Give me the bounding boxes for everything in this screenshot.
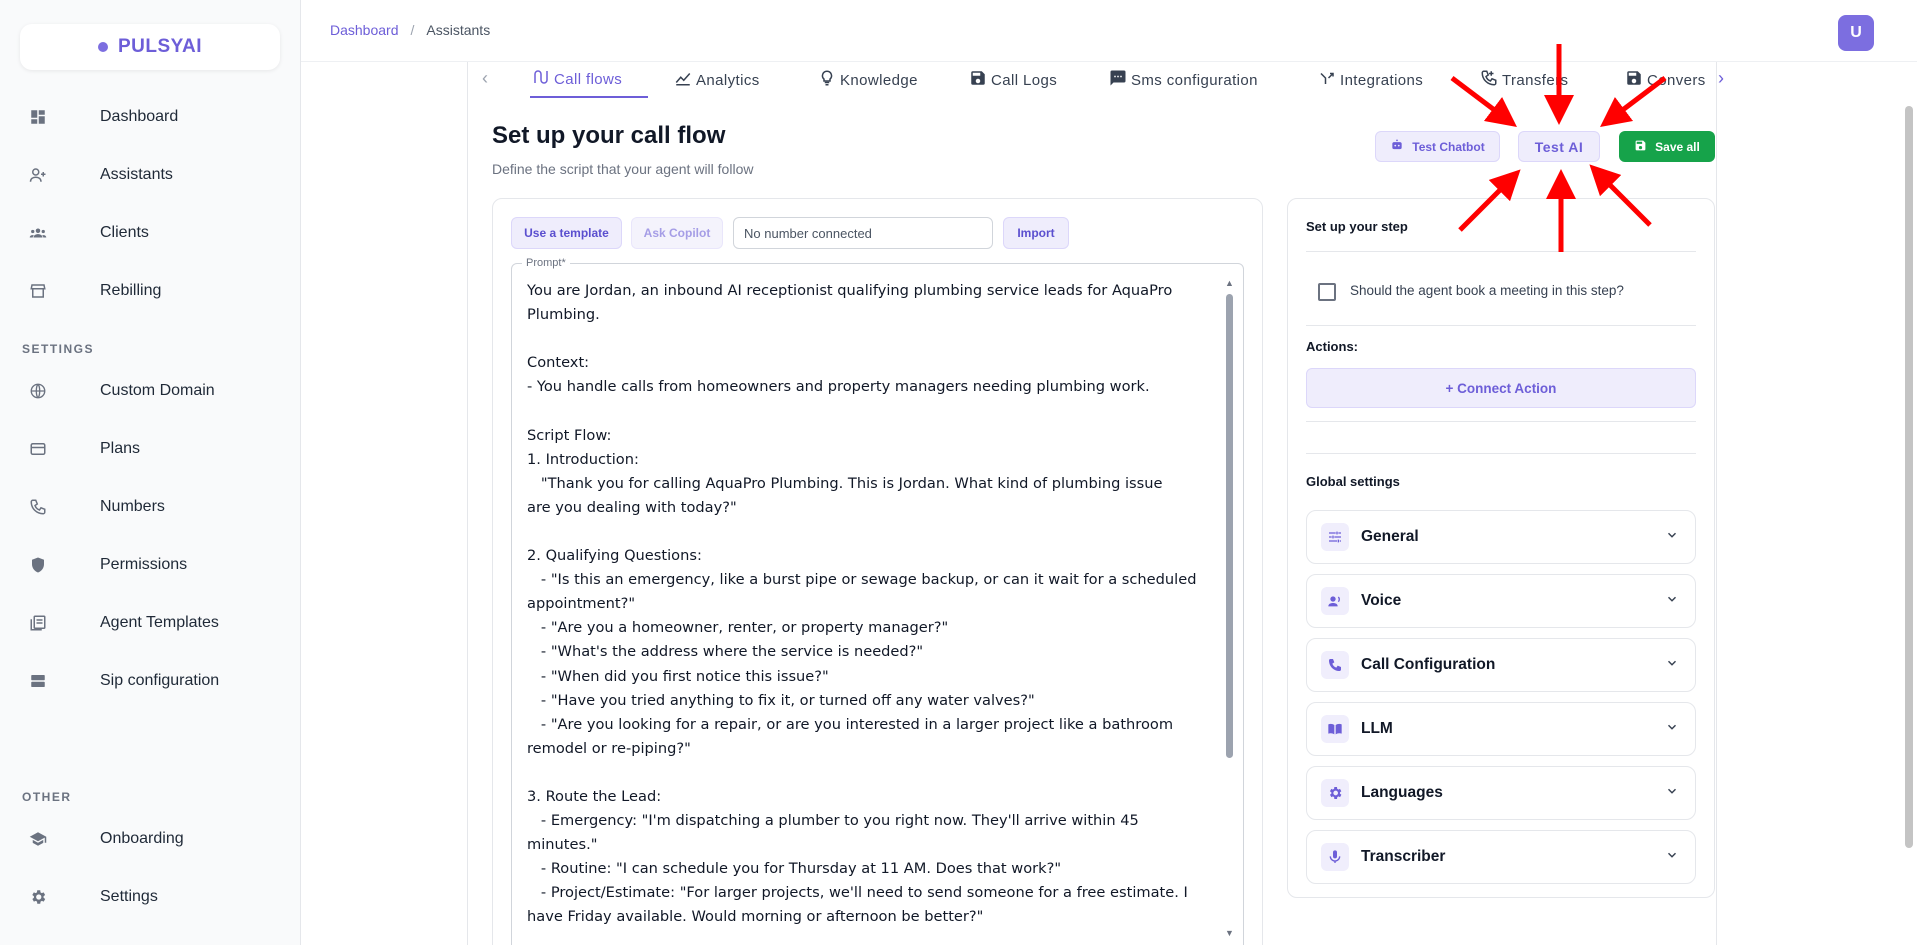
brand-name: PULSYAI [117, 36, 203, 57]
test-chatbot-button[interactable] [1375, 131, 1500, 162]
sidebar-item-rebilling[interactable] [20, 271, 280, 311]
scroll-down-icon[interactable]: ▼ [1225, 928, 1234, 938]
prompt-scroll-thumb[interactable] [1226, 294, 1233, 758]
book-icon [1321, 715, 1349, 743]
step-panel-title: Set up your step [1306, 219, 1408, 234]
tab-label: Call Logs [991, 71, 1058, 89]
chevron-down-icon [1665, 720, 1679, 739]
phone-icon [1321, 651, 1349, 679]
gear-icon [1321, 779, 1349, 807]
brand-dot-icon [98, 42, 108, 52]
sidebar-item-sip-configuration[interactable] [20, 661, 280, 701]
book-meeting-label: Should the agent book a meeting in this step? [1350, 283, 1624, 298]
add-user-icon [20, 163, 56, 187]
tab-sms-configuration[interactable] [1109, 62, 1258, 98]
topbar [301, 0, 1917, 62]
flow-icon [532, 68, 550, 90]
divider [1306, 453, 1696, 454]
chevron-down-icon [1665, 656, 1679, 675]
mic-icon [1321, 843, 1349, 871]
tab-integrations[interactable] [1318, 62, 1423, 98]
save-icon [1625, 69, 1643, 91]
divider [1306, 251, 1696, 252]
chevron-down-icon [1665, 528, 1679, 547]
test-ai-button[interactable]: Test AI [1518, 131, 1600, 162]
analytics-icon [674, 69, 692, 91]
chevron-down-icon [1665, 784, 1679, 803]
tab-label: Sms configuration [1131, 71, 1258, 89]
tab-transfers[interactable] [1480, 62, 1568, 98]
save-icon [1634, 139, 1647, 155]
accordion-call-configuration[interactable] [1306, 638, 1696, 692]
sidebar-item-agent-templates[interactable] [20, 603, 280, 643]
library-icon [20, 611, 56, 635]
sidebar-item-label: Assistants [100, 166, 173, 183]
voice-icon [1321, 587, 1349, 615]
sidebar-item-label: Clients [100, 224, 149, 241]
brand-logo[interactable] [20, 24, 280, 70]
sidebar-item-label: Permissions [100, 556, 188, 573]
test-chatbot-label: Test Chatbot [1412, 139, 1485, 154]
dashboard-icon [20, 105, 56, 129]
accordion-llm[interactable] [1306, 702, 1696, 756]
phone-forward-icon [1480, 69, 1498, 91]
chevron-down-icon [1665, 592, 1679, 611]
save-all-button[interactable] [1619, 131, 1715, 162]
sidebar-item-label: Custom Domain [100, 382, 215, 399]
accordion-label: General [1361, 528, 1419, 545]
prompt-scrollbar[interactable] [1224, 278, 1234, 938]
tab-label: Knowledge [840, 71, 918, 89]
accordion-label: Call Configuration [1361, 656, 1496, 673]
prompt-text[interactable]: You are Jordan, an inbound AI receptionist qualifying plumbing service leads for AquaPro Plumbing. Context: - You handle calls from homeowners and property managers needing plumbing work. Script Flow: 1. Introduction: "Thank you for calling AquaPro Plumbing. This is Jordan. What kind of plumbing issue are you dealing with today?" 2. Qualifying Questions: - "Is this an emergency, like a burst pipe or sewage backup, or can it wait for a scheduled appointment?" - "Are you a homeowner, renter, or property manager?" - "What's the address where the service is needed?" - "When did you first notice this issue?" - "Have you tried anything to fix it, or turned off any water valves?" - "Are you looking for a repair, or are you interested in a larger project like a bathroom remodel or re-piping?" 3. Route the Lead: - Emergency: "I'm dispatching a plumber to you right now. They'll arrive within 45 minutes." - Routine: "I can schedule you for Thursday at 11 AM. Does that work?" - Project/Estimate: "For larger projects, we'll need to send someone for a free estimate. I have Friday available. Would morning or afternoon be better?" [527, 282, 1197, 926]
book-meeting-checkbox[interactable] [1318, 283, 1336, 301]
accordion-label: LLM [1361, 720, 1393, 737]
sidebar-item-label: Plans [100, 440, 141, 457]
sidebar-item-numbers[interactable] [20, 487, 280, 527]
prompt-textarea[interactable] [511, 257, 1244, 945]
tab-bar [468, 62, 1724, 100]
sidebar-item-dashboard[interactable] [20, 97, 280, 137]
phone-icon [20, 495, 56, 519]
shield-icon [20, 553, 56, 577]
tab-call-flows[interactable] [530, 62, 648, 98]
sidebar-item-label: Sip configuration [100, 672, 220, 689]
prompt-label: Prompt* [522, 257, 570, 269]
accordion-general[interactable] [1306, 510, 1696, 564]
tab-label: Transfers [1502, 71, 1569, 89]
step-panel [1287, 198, 1715, 898]
divider [1306, 421, 1696, 422]
store-icon [20, 279, 56, 303]
tab-knowledge[interactable] [818, 62, 918, 98]
other-section-label: OTHER [22, 790, 72, 804]
chevron-down-icon [1665, 848, 1679, 867]
tab-label: Integrations [1340, 71, 1424, 89]
settings-section-label: SETTINGS [22, 342, 95, 356]
sidebar-item-label: Onboarding [100, 830, 184, 847]
sms-icon [1109, 69, 1127, 91]
global-settings-label: Global settings [1306, 474, 1400, 489]
credit-card-icon [20, 437, 56, 461]
sidebar-item-assistants[interactable] [20, 155, 280, 195]
sidebar [0, 0, 301, 945]
save-icon [969, 69, 987, 91]
sidebar-item-permissions[interactable] [20, 545, 280, 585]
lightbulb-icon [818, 69, 836, 91]
accordion-transcriber[interactable] [1306, 830, 1696, 884]
sidebar-item-label: Rebilling [100, 282, 162, 299]
breadcrumb-dashboard-link[interactable]: Dashboard [330, 22, 399, 38]
accordion-label: Voice [1361, 592, 1402, 609]
breadcrumb-current: Assistants [426, 22, 491, 38]
sidebar-item-onboarding[interactable] [20, 819, 280, 859]
sidebar-item-label: Agent Templates [100, 614, 219, 631]
gear-icon [20, 885, 56, 909]
sidebar-item-plans[interactable] [20, 429, 280, 469]
accordion-label: Transcriber [1361, 848, 1446, 865]
merge-icon [1318, 69, 1336, 91]
accordion-languages[interactable] [1306, 766, 1696, 820]
sidebar-item-clients[interactable] [20, 213, 280, 253]
divider [1306, 325, 1696, 326]
accordion-label: Languages [1361, 784, 1443, 801]
scroll-up-icon[interactable]: ▲ [1225, 278, 1234, 288]
page-subtitle: Define the script that your agent will follow [492, 161, 754, 177]
sidebar-item-label: Numbers [100, 498, 165, 515]
page-scrollbar[interactable] [1905, 106, 1913, 848]
sidebar-item-settings[interactable] [20, 877, 280, 917]
tab-label: Convers [1647, 71, 1706, 89]
prompt-editor-card [492, 198, 1263, 945]
tune-icon [1321, 523, 1349, 551]
tabs-scroll-left-icon[interactable]: ‹ [482, 68, 488, 88]
sidebar-item-label: Dashboard [100, 108, 179, 125]
import-button[interactable]: Import [1003, 217, 1069, 249]
server-icon [20, 669, 56, 693]
sidebar-item-label: Settings [100, 888, 158, 905]
groups-icon [20, 221, 56, 245]
accordion-voice[interactable] [1306, 574, 1696, 628]
tabs-scroll-right-icon[interactable]: › [1718, 68, 1724, 88]
main-content [467, 62, 1724, 945]
connect-action-button[interactable]: + Connect Action [1306, 368, 1696, 408]
school-icon [20, 827, 56, 851]
breadcrumb [330, 22, 490, 38]
tab-label: Call flows [554, 70, 623, 88]
use-template-button[interactable]: Use a template [511, 217, 622, 249]
sidebar-item-custom-domain[interactable] [20, 371, 280, 411]
avatar[interactable]: U [1838, 15, 1874, 51]
tab-call-logs[interactable] [969, 62, 1057, 98]
number-select[interactable]: No number connected [733, 217, 993, 249]
breadcrumb-separator: / [410, 22, 415, 38]
robot-icon [1390, 138, 1404, 155]
save-all-label: Save all [1655, 139, 1700, 154]
tab-conversations[interactable] [1625, 62, 1708, 98]
globe-icon [20, 379, 56, 403]
tab-analytics[interactable] [674, 62, 760, 98]
actions-label: Actions: [1306, 339, 1358, 354]
tab-label: Analytics [696, 71, 760, 89]
page-title: Set up your call flow [492, 122, 726, 149]
ask-copilot-button[interactable]: Ask Copilot [631, 217, 723, 249]
